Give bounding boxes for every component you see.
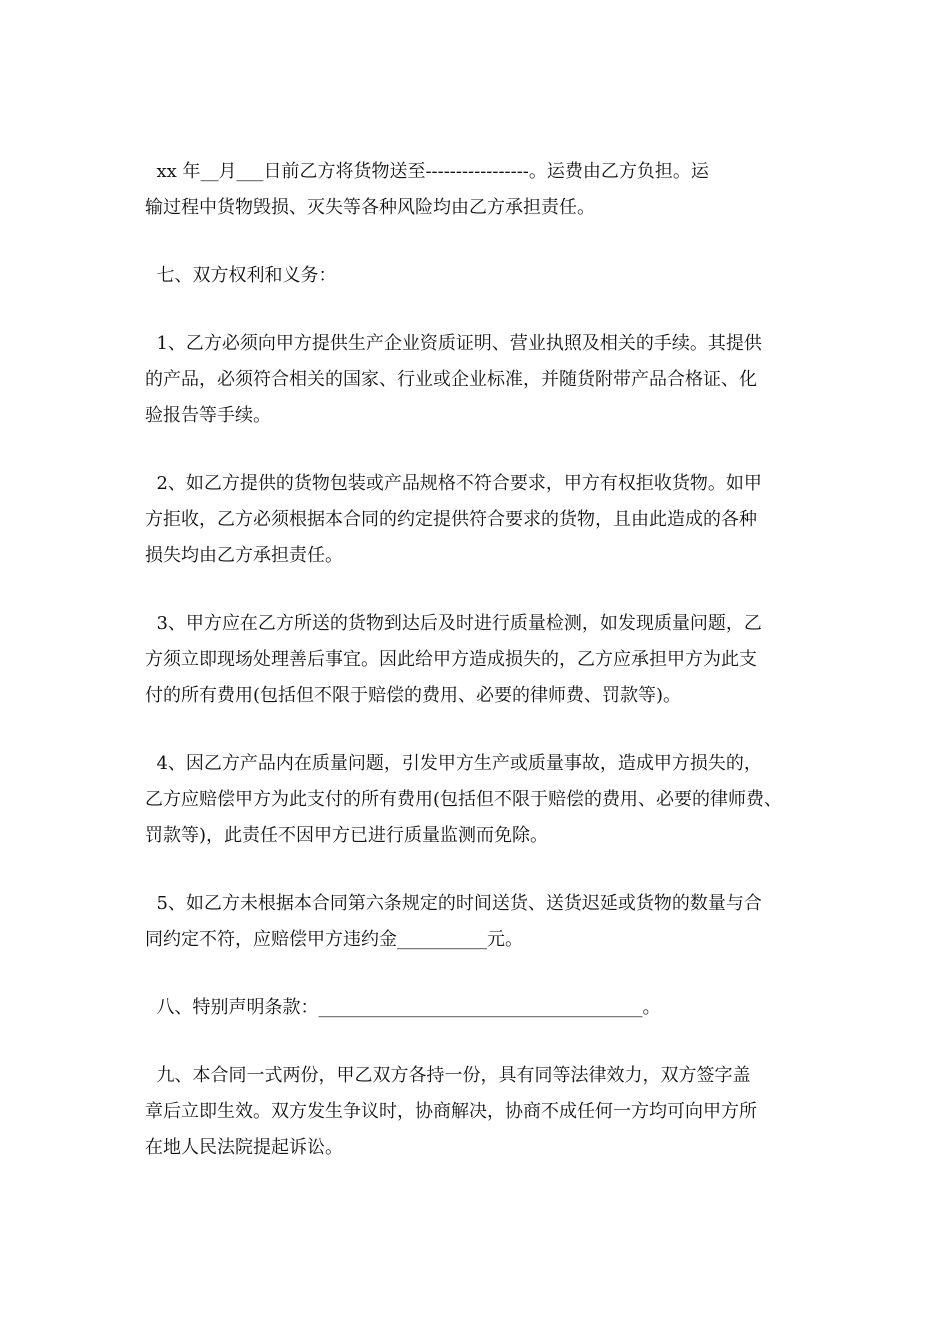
section-heading-rights-obligations — [145, 258, 825, 294]
paragraph-gap — [145, 226, 825, 258]
text-line: 九、本合同一式两份，甲乙双方各持一份，具有同等法律效力，双方签字盖 — [145, 1065, 751, 1086]
paragraph-gap — [145, 854, 825, 886]
text-line: 4、因乙方产品内在质量问题，引发甲方生产或质量事故，造成甲方损失的， — [145, 753, 762, 774]
clause-3 — [145, 606, 825, 714]
text-line: 同约定不符，应赔偿甲方违约金__________元。 — [145, 929, 523, 950]
paragraph-delivery-terms — [145, 154, 825, 226]
text-line: 付的所有费用(包括但不限于赔偿的费用、必要的律师费、罚款等)。 — [145, 685, 682, 706]
special-declaration-clause — [145, 990, 825, 1026]
text-line: 的产品，必须符合相关的国家、行业或企业标准，并随货附带产品合格证、化 — [145, 369, 757, 390]
text-line: 验报告等手续。 — [145, 405, 271, 426]
clause-1 — [145, 326, 825, 434]
text-line: 章后立即生效。双方发生争议时，协商解决，协商不成任何一方均可向甲方所 — [145, 1101, 757, 1122]
text-line: 3、甲方应在乙方所送的货物到达后及时进行质量检测，如发现质量问题，乙 — [145, 613, 762, 634]
paragraph-gap — [145, 574, 825, 606]
paragraph-gap — [145, 714, 825, 746]
paragraph-gap — [145, 434, 825, 466]
text-line: 方须立即现场处理善后事宜。因此给甲方造成损失的，乙方应承担甲方为此支 — [145, 649, 757, 670]
clause-5 — [145, 886, 825, 958]
document-body — [145, 154, 825, 1166]
paragraph-gap — [145, 1026, 825, 1058]
text-line: 1、乙方必须向甲方提供生产企业资质证明、营业执照及相关的手续。其提供 — [145, 333, 762, 354]
text-line: 在地人民法院提起诉讼。 — [145, 1137, 343, 1158]
text-line: 输过程中货物毁损、灭失等各种风险均由乙方承担责任。 — [145, 197, 595, 218]
text-line: 乙方应赔偿甲方为此支付的所有费用(包括但不限于赔偿的费用、必要的律师费、 — [145, 789, 783, 810]
text-line: 损失均由乙方承担责任。 — [145, 545, 343, 566]
text-line: 2、如乙方提供的货物包装或产品规格不符合要求，甲方有权拒收货物。如甲 — [145, 473, 762, 494]
text-line: xx 年__月___日前乙方将货物送至-----------------。运费由乙方负担。运 — [145, 161, 709, 182]
clause-2 — [145, 466, 825, 574]
text-line: 方拒收，乙方必须根据本合同的约定提供符合要求的货物，且由此造成的各种 — [145, 509, 757, 530]
contract-copies-clause — [145, 1058, 825, 1166]
text-line: 罚款等)，此责任不因甲方已进行质量监测而免除。 — [145, 825, 549, 846]
clause-4 — [145, 746, 825, 854]
text-line: 八、特别声明条款：____________________________________。 — [145, 997, 661, 1018]
paragraph-gap — [145, 958, 825, 990]
text-line: 七、双方权利和义务： — [145, 265, 337, 286]
paragraph-gap — [145, 294, 825, 326]
text-line: 5、如乙方未根据本合同第六条规定的时间送货、送货迟延或货物的数量与合 — [145, 893, 762, 914]
